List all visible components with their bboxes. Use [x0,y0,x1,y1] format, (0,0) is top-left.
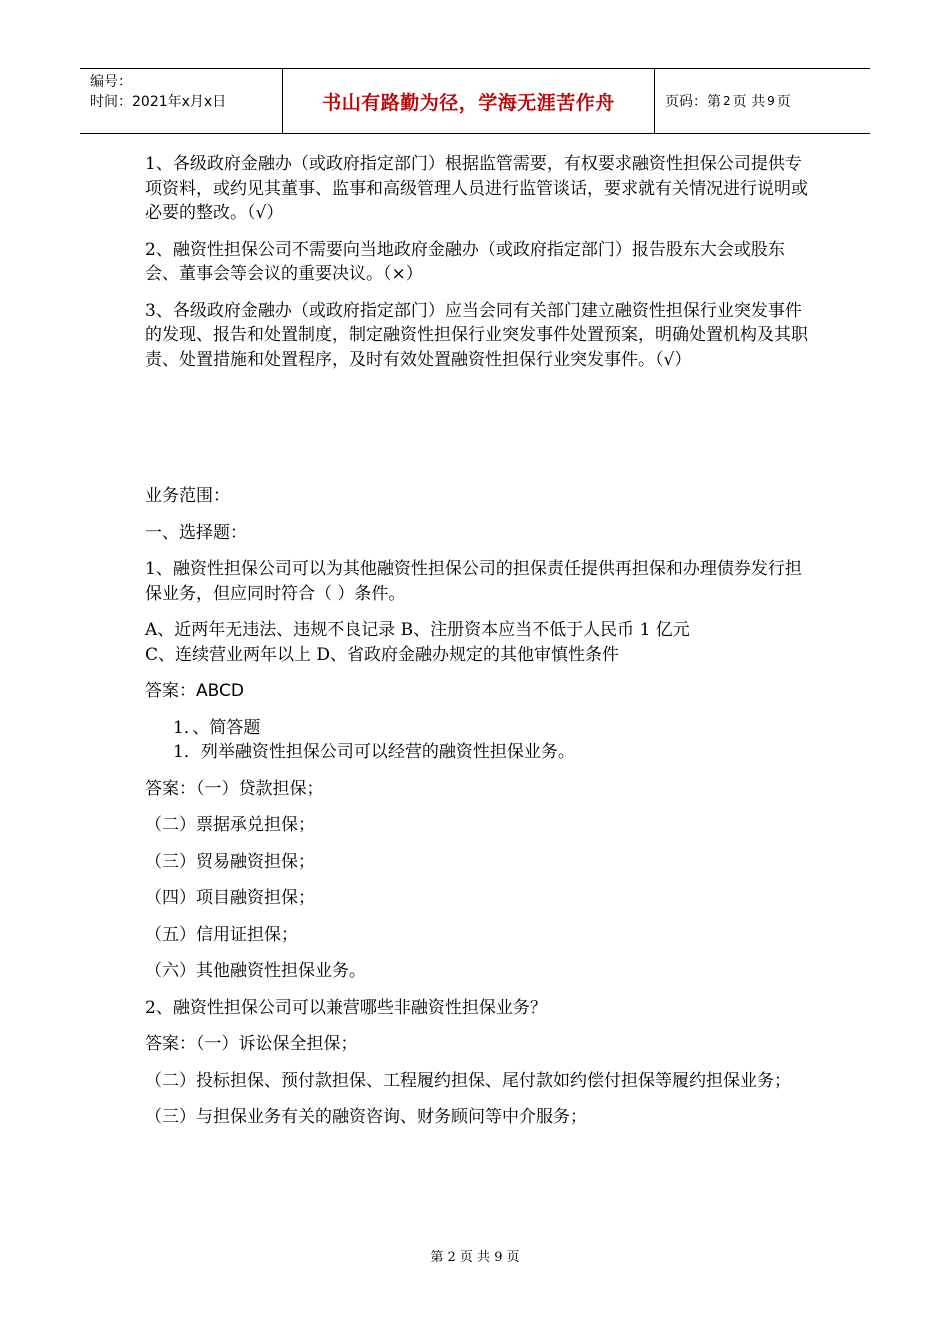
short-answer-1-line: （四）项目融资担保； [145,888,315,908]
choice-answer: 答案：ABCD [145,681,244,701]
short-answer-2-line: （二）投标担保、预付款担保、工程履约担保、尾付款如约偿付担保等履约担保业务； [145,1070,791,1091]
short-answer-1-line: （五）信用证担保； [145,924,298,945]
page-total: 9 [767,94,775,108]
document-body [145,152,815,1130]
judgement-item-2: 2、融资性担保公司不需要向当地政府金融办（或政府指定部门）报告股东大会或股东会、董事会等会议的重要决议。（×） [145,239,785,284]
page-header [80,68,870,134]
page-footer: 第 2 页 共 9 页 [430,1250,520,1265]
short-question-1: 1．列举融资性担保公司可以经营的融资性担保业务。 [173,742,575,762]
short-answer-2-line: 答案：（一）诉讼保全担保； [145,1034,358,1054]
choice-heading: 一、选择题： [145,522,247,543]
header-motto: 书山有路勤为径，学海无涯苦作舟 [282,69,655,133]
document-time: 时间：2021年x月x日 [90,94,227,110]
header-meta [80,69,282,133]
page-current: 2 [723,94,731,108]
judgement-item-3: 3、各级政府金融办（或政府指定部门）应当会同有关部门建立融资性担保行业突发事件的发现、报告和处置制度，制定融资性担保行业突发事件处置预案，明确处置机构及其职责、处置措施和处置程序，及时有效处置融资性担保行业突发事件。（√） [145,300,808,370]
short-answer-1-line: （二）票据承兑担保； [145,815,315,835]
document-number-label: 编号： [90,74,132,90]
choice-options-ab: A、近两年无违法、违规不良记录 B、注册资本应当不低于人民币 1 亿元 [145,620,690,640]
page-mid: 页 共 [732,94,766,110]
header-page-number [655,69,870,133]
section-title: 业务范围： [145,486,230,506]
short-answer-2-line: （三）与担保业务有关的融资咨询、财务顾问等中介服务； [145,1107,587,1127]
short-answer-1-line: 答案：（一）贷款担保； [145,778,324,799]
page-label: 页码：第 [665,94,721,110]
short-answer-1-line: （六）其他融资性担保业务。 [145,961,366,981]
short-answer-1-line: （三）贸易融资担保； [145,851,315,872]
judgement-item-1: 1、各级政府金融办（或政府指定部门）根据监管需要，有权要求融资性担保公司提供专项资料，或约见其董事、监事和高级管理人员进行监管谈话，要求就有关情况进行说明或必要的整改。（√） [145,154,808,223]
short-question-2: 2、融资性担保公司可以兼营哪些非融资性担保业务？ [145,997,547,1018]
page-suffix: 页 [776,94,791,110]
short-answer-heading: 1．、简答题 [173,717,261,738]
choice-question-1: 1、融资性担保公司可以为其他融资性担保公司的担保责任提供再担保和办理债券发行担保业务，但应同时符合（ ）条件。 [145,559,802,604]
choice-options-cd: C、连续营业两年以上 D、省政府金融办规定的其他审慎性条件 [145,644,620,665]
